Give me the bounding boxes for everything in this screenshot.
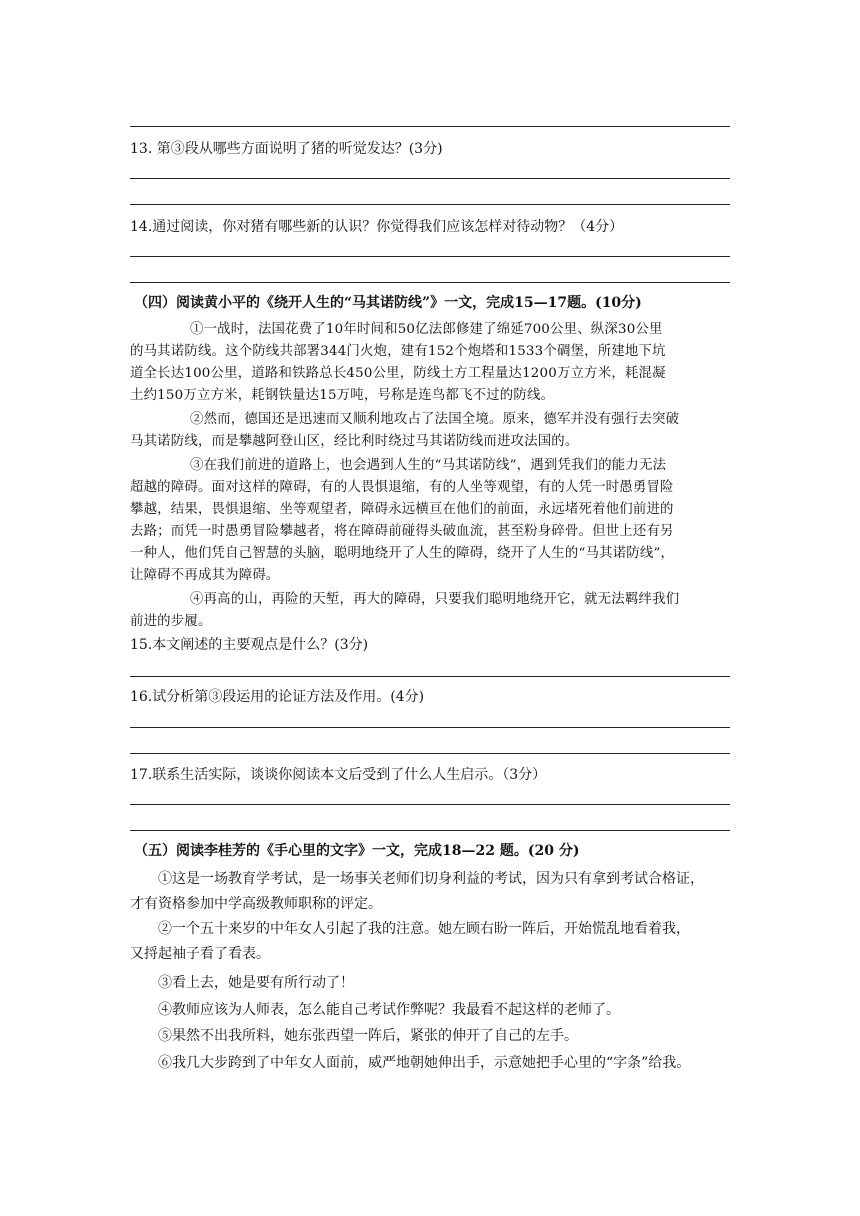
answer-line — [130, 753, 730, 754]
answer-line — [130, 178, 730, 179]
question-13: 13. 第③段从哪些方面说明了猪的听觉发达？(3分) — [130, 141, 443, 157]
answer-line — [130, 282, 730, 283]
passage-line: ②一个五十来岁的中年女人引起了我的注意。她左顾右盼一阵后，开始慌乱地看着我， — [158, 921, 690, 937]
passage-line: 道全长达100公里，道路和铁路总长450公里，防线土方工程量达1200万立方米，耗混凝 — [130, 366, 666, 381]
question-17: 17.联系生活实际，谈谈你阅读本文后受到了什么人生启示。（3分） — [130, 767, 547, 783]
passage-line: 前进的步履。 — [130, 614, 212, 629]
passage-line: ①这是一场教育学考试，是一场事关老师们切身利益的考试，因为只有拿到考试合格证， — [158, 871, 704, 887]
passage-line: ⑤果然不出我所料，她东张西望一阵后，紧张的伸开了自己的左手。 — [158, 1028, 578, 1044]
passage-line: 攀越，结果，畏惧退缩、坐等观望者，障碍永远横亘在他们的前面，永远堵死着他们前进的 — [130, 502, 674, 517]
passage-line: ①一战时，法国花费了10年时间和50亿法郎修建了绵延700公里、纵深30公里 — [190, 322, 663, 337]
passage-line: 让障碍不再成其为障碍。 — [130, 568, 280, 583]
answer-line — [130, 126, 730, 127]
answer-line — [130, 727, 730, 728]
passage-line: 才有资格参加中学高级教师职称的评定。 — [130, 896, 382, 912]
answer-line — [130, 830, 730, 831]
answer-line — [130, 256, 730, 257]
passage-line: ④再高的山，再险的天堑，再大的障碍，只要我们聪明地绕开它，就无法羁绊我们 — [190, 592, 680, 607]
passage-line: ②然而，德国还是迅速而又顺利地攻占了法国全境。原来，德军并没有强行去突破 — [190, 412, 680, 427]
question-14: 14.通过阅读，你对猪有哪些新的认识？你觉得我们应该怎样对待动物？（4分） — [130, 219, 624, 235]
passage-line: 一种人，他们凭自己智慧的头脑，聪明地绕开了人生的障碍，绕开了人生的“马其诺防线”， — [130, 546, 675, 561]
question-16: 16.试分析第③段运用的论证方法及作用。(4分) — [130, 689, 425, 705]
passage-line: ③在我们前进的道路上，也会遇到人生的“马其诺防线”，遇到凭我们的能力无法 — [190, 458, 667, 473]
answer-line — [130, 204, 730, 205]
answer-line — [130, 804, 730, 805]
section-4-heading: （四）阅读黄小平的《绕开人生的“马其诺防线”》一文，完成15—17题。(10分) — [134, 295, 642, 311]
question-15: 15.本文阐述的主要观点是什么？(3分) — [130, 637, 369, 653]
passage-line: 马其诺防线，而是攀越阿登山区，经比利时绕过马其诺防线而进攻法国的。 — [130, 434, 579, 449]
passage-line: 土约150万立方米，耗钢铁量达15万吨，号称是连鸟都飞不过的防线。 — [130, 388, 555, 403]
passage-line: 又捋起袖子看了看表。 — [130, 946, 270, 962]
answer-line — [130, 676, 730, 677]
passage-line: 去路；而凭一时愚勇冒险攀越者，将在障碍前碰得头破血流，甚至粉身碎骨。但世上还有另 — [130, 524, 674, 539]
passage-line: ④教师应该为人师表，怎么能自己考试作弊呢？我最看不起这样的老师了。 — [158, 1002, 620, 1018]
passage-line: ⑥我几大步跨到了中年女人面前，威严地朝她伸出手，示意她把手心里的“字条”给我。 — [158, 1055, 691, 1071]
passage-line: 的马其诺防线。这个防线共部署344门火炮，建有152个炮塔和1533个碉堡，所建地下坑 — [130, 344, 666, 359]
passage-line: 超越的障碍。面对这样的障碍，有的人畏惧退缩，有的人坐等观望，有的人凭一时愚勇冒险 — [130, 480, 674, 495]
section-5-heading: （五）阅读李桂芳的《手心里的文字》一文，完成18—22 题。(20 分) — [134, 843, 580, 859]
passage-line: ③看上去，她是要有所行动了！ — [158, 975, 354, 991]
